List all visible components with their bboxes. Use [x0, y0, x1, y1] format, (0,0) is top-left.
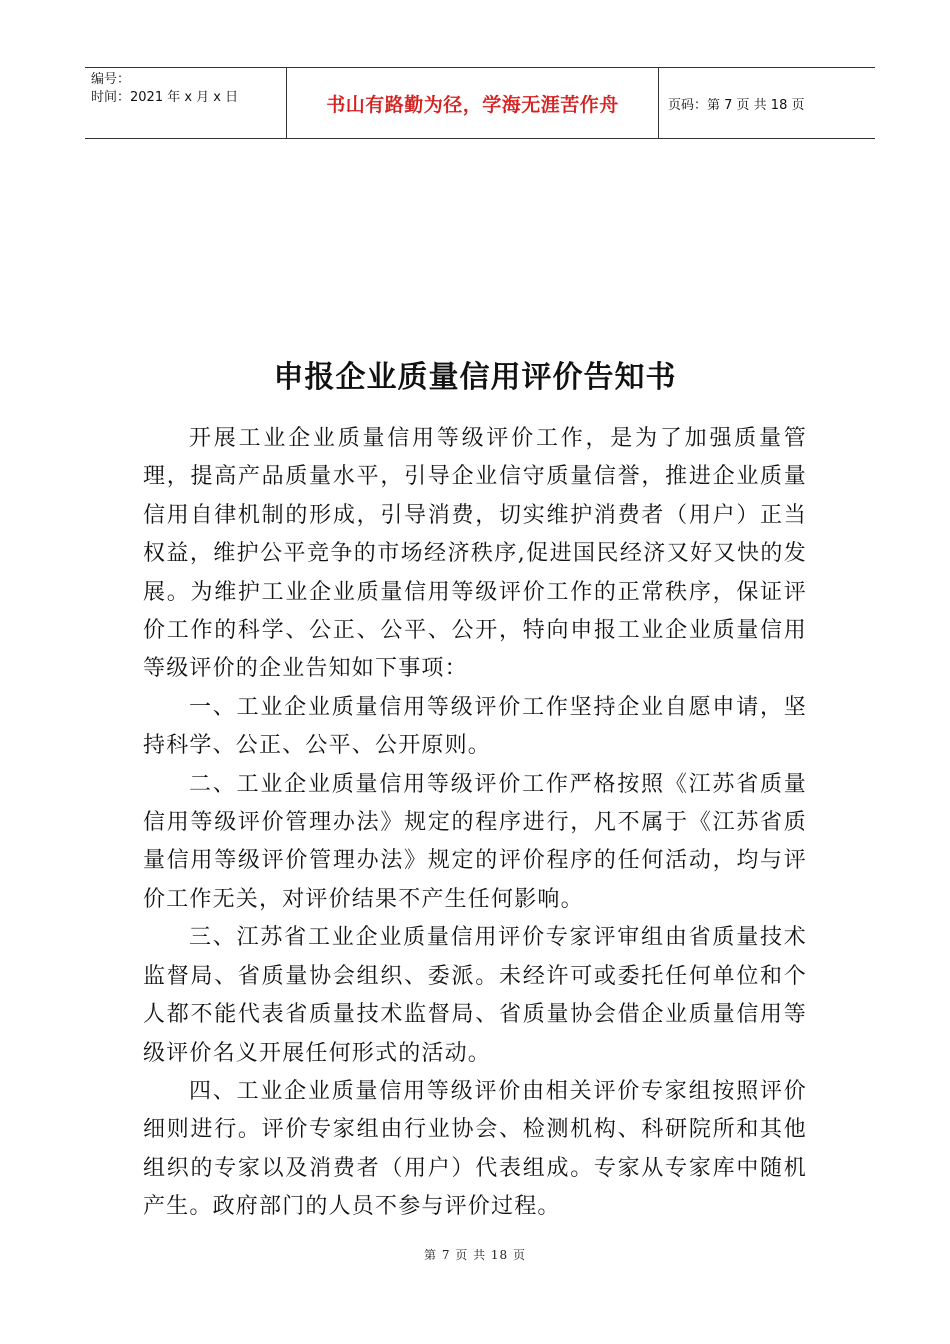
- paragraph: 一、工业企业质量信用等级评价工作坚持企业自愿申请，坚持科学、公正、公平、公开原则。: [143, 694, 807, 759]
- paragraph: 四、工业企业质量信用等级评价由相关评价专家组按照评价细则进行。评价专家组由行业协会、检测机构、科研院所和其他组织的专家以及消费者（用户）代表组成。专家从专家库中随机产生。政府部门的人员不参与评价过程。: [143, 1078, 807, 1220]
- header-divider: [658, 68, 659, 138]
- document-number-label: 编号：: [91, 72, 131, 87]
- paragraph: 三、江苏省工业企业质量信用评价专家评审组由省质量技术监督局、省质量协会组织、委派。未经许可或委托任何单位和个人都不能代表省质量技术监督局、省质量协会借企业质量信用等级评价名义开展任何形式的活动。: [143, 925, 807, 1066]
- paragraph: 二、工业企业质量信用等级评价工作严格按照《江苏省质量信用等级评价管理办法》规定的程序进行，凡不属于《江苏省质量信用等级评价管理办法》规定的评价程序的任何活动，均与评价工作无关，对评价结果不产生任何影响。: [143, 771, 807, 912]
- header-page-number: 页码：第 7 页 共 18 页: [668, 97, 805, 113]
- header-motto: 书山有路勤为径，学海无涯苦作舟: [326, 93, 619, 116]
- document-title: 申报企业质量信用评价告知书: [273, 360, 677, 395]
- page-header: [85, 67, 875, 139]
- document-date-label: 时间：2021 年 x 月 x 日: [91, 90, 239, 105]
- page-footer: 第 7 页 共 18 页: [424, 1248, 526, 1262]
- paragraph: 开展工业企业质量信用等级评价工作，是为了加强质量管理，提高产品质量水平，引导企业信守质量信誉，推进企业质量信用自律机制的形成，引导消费，切实维护消费者（用户）正当权益，维护公平竞争的市场经济秩序,促进国民经济又好又快的发展。为维护工业企业质量信用等级评价工作的正常秩序，保证评价工作的科学、公正、公平、公开，特向申报工业企业质量信用等级评价的企业告知如下事项：: [143, 426, 807, 682]
- document-body: [143, 420, 807, 1227]
- header-meta: [91, 71, 238, 107]
